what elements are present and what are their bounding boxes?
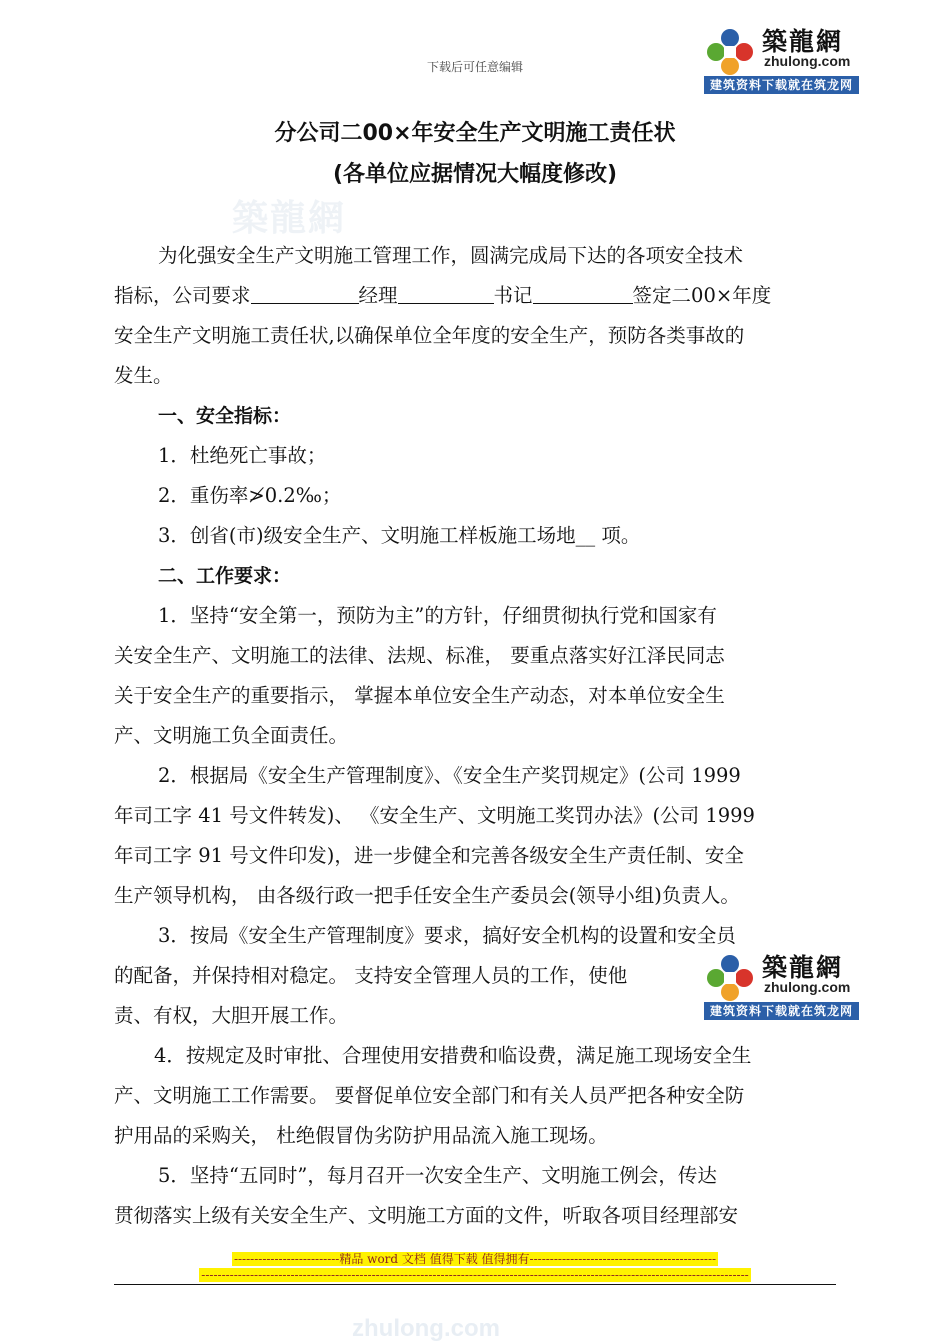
item1-line: 关于安全生产的重要指示， 掌握本单位安全生产动态，对本单位安全生 <box>114 684 725 707</box>
zhulong-logo-icon <box>704 26 756 78</box>
document-subtitle: (各单位应据情况大幅度修改) <box>332 162 618 187</box>
item5-line: 5．坚持“五同时”，每月召开一次安全生产、文明施工例会，传达 <box>158 1164 717 1187</box>
footer-banner-line-2 <box>0 1268 950 1282</box>
footer-banner-line-1 <box>0 1250 950 1267</box>
logo-cn: 築龍網 <box>762 27 844 56</box>
item5-line: 贯彻落实上级有关安全生产、文明施工方面的文件，听取各项目经理部安 <box>114 1204 739 1227</box>
intro-line-3: 安全生产文明施工责任状,以确保单位全年度的安全生产，预防各类事故的 <box>114 324 745 347</box>
item1-line: 产、文明施工负全面责任。 <box>114 724 349 747</box>
item3-line: 3．按局《安全生产管理制度》要求，搞好安全机构的设置和安全员 <box>158 924 736 947</box>
blank-company <box>251 283 359 304</box>
zhulong-logo-icon <box>704 952 756 1004</box>
item2-line: 年司工字 91 号文件印发)，进一步健全和完善各级安全生产责任制、安全 <box>114 844 744 867</box>
item1-line: 关安全生产、文明施工的法律、法规、标准， 要重点落实好江泽民同志 <box>114 644 725 667</box>
intro-line-2 <box>114 276 836 316</box>
blank-secretary <box>533 283 633 304</box>
logo-cn: 築龍網 <box>762 953 844 982</box>
document-body <box>114 236 836 1236</box>
intro-line-4: 发生。 <box>114 364 173 387</box>
footer-banner-text: --------------------------精品 word 文档 值得下载 值得拥有---------------------------------------------- <box>233 1252 717 1266</box>
item3-line: 的配备，并保持相对稳定。 支持安全管理人员的工作，使他 <box>114 964 628 987</box>
intro-line-2b: 经理 <box>358 284 398 307</box>
logo-tagline: 建筑资料下载就在筑龙网 <box>704 76 859 94</box>
item2-line: 2．根据局《安全生产管理制度》、《安全生产奖罚规定》(公司 1999 <box>158 764 741 787</box>
blank-manager <box>398 283 494 304</box>
item2-line: 生产领导机构， 由各级行政一把手任安全生产委员会(领导小组)负责人。 <box>114 884 740 907</box>
item4-line: 4．按规定及时审批、合理使用安措费和临设费，满足施工现场安全生 <box>154 1044 752 1067</box>
watermark-bottom: zhulong.com <box>352 1315 500 1342</box>
intro-line-2d: 签定二00×年度 <box>632 284 772 307</box>
intro-line-1: 为化强安全生产文明施工管理工作，圆满完成局下达的各项安全技术 <box>158 244 744 267</box>
intro-line-2a: 指标，公司要求 <box>114 284 251 307</box>
footer-banner-dashes: --------------------------------------------------------------------------------------------------------------------------------------- <box>201 1268 749 1282</box>
header-note: 下载后可任意编辑 <box>426 60 523 74</box>
watermark-middle: 築龍網 <box>232 197 347 239</box>
footer-divider <box>114 1284 836 1285</box>
section1-item: 3．创省(市)级安全生产、文明施工样板施工场地__ 项。 <box>158 524 641 547</box>
section1-heading: 一、安全指标： <box>158 405 292 427</box>
item4-line: 护用品的采购关， 杜绝假冒伪劣防护用品流入施工现场。 <box>114 1124 608 1147</box>
item2-line: 年司工字 41 号文件转发)、 《安全生产、文明施工奖罚办法》(公司 1999 <box>114 804 755 827</box>
intro-line-2c: 书记 <box>493 284 533 307</box>
logo-tagline: 建筑资料下载就在筑龙网 <box>704 1002 859 1020</box>
logo-en: zhulong.com <box>764 53 851 69</box>
zhulong-logo <box>704 20 859 96</box>
item3-line: 责、有权，大胆开展工作。 <box>114 1004 349 1027</box>
section2-heading: 二、工作要求： <box>158 565 292 587</box>
section1-item: 2．重伤率≯0.2‰； <box>158 484 342 507</box>
section1-item: 1．杜绝死亡事故； <box>158 444 327 467</box>
item1-line: 1．坚持“安全第一，预防为主”的方针，仔细贯彻执行党和国家有 <box>158 604 717 627</box>
document-title: 分公司二00×年安全生产文明施工责任状 <box>274 121 676 146</box>
logo-en: zhulong.com <box>764 979 851 995</box>
zhulong-logo-overlay <box>704 946 859 1022</box>
item4-line: 产、文明施工工作需要。 要督促单位安全部门和有关人员严把各种安全防 <box>114 1084 745 1107</box>
